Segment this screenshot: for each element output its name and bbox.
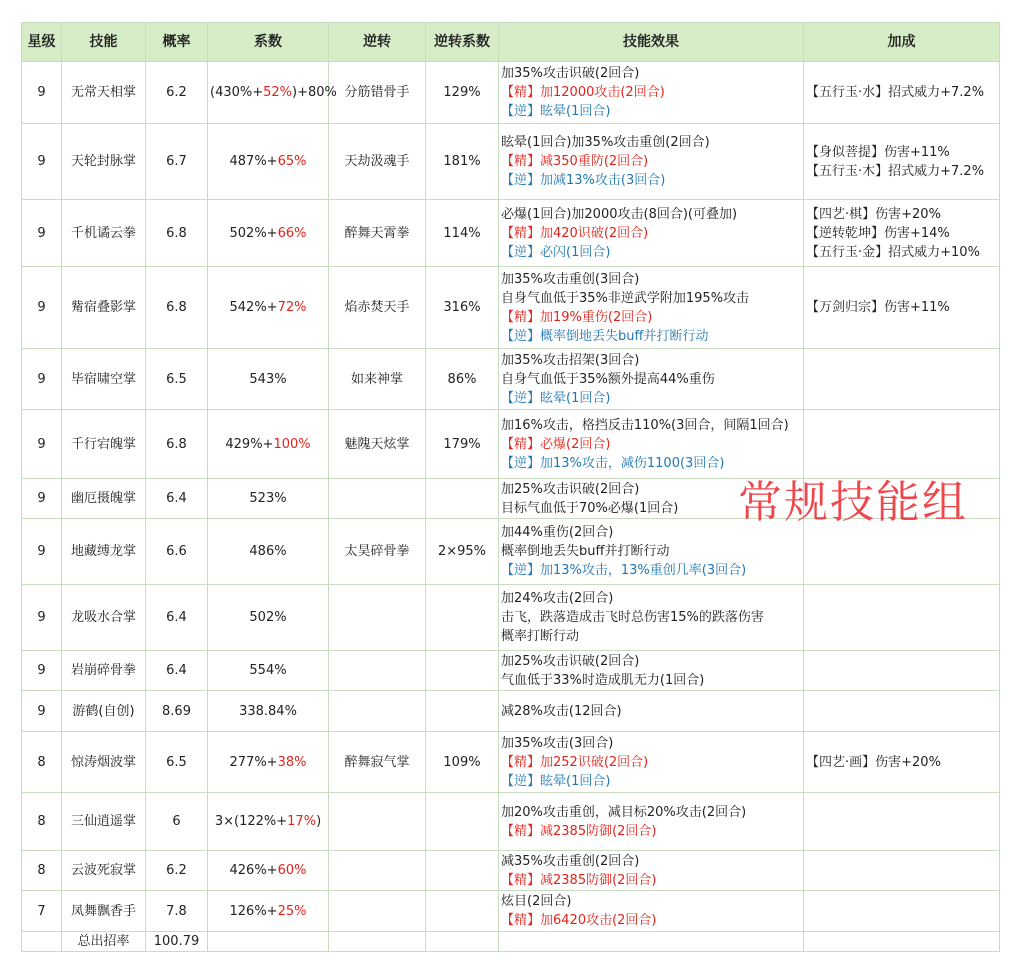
skill-name-cell: 三仙逍遥掌 xyxy=(62,793,146,851)
coefficient-part: 3×(122%+ xyxy=(214,814,288,829)
effect-line xyxy=(501,83,801,102)
table-row xyxy=(22,267,1000,349)
bonus-cell xyxy=(804,891,1000,932)
reverse-coef-cell: 2×95% xyxy=(426,519,499,585)
table-row xyxy=(22,479,1000,519)
bonus-cell xyxy=(804,200,1000,267)
bonus-cell xyxy=(804,349,1000,410)
header-prob: 概率 xyxy=(146,23,208,62)
total-row xyxy=(22,932,1000,952)
effect-cell xyxy=(499,585,804,651)
bonus-cell xyxy=(804,479,1000,519)
bonus-cell xyxy=(804,851,1000,891)
effect-line xyxy=(501,289,801,308)
skill-name-cell: 凤舞飘香手 xyxy=(62,891,146,932)
bonus-line: 【五行玉·金】招式威力+10% xyxy=(806,244,980,260)
effect-text: 加44%重伤(2回合) xyxy=(501,525,614,540)
reverse-coef-cell: 129% xyxy=(426,62,499,124)
skill-name-cell: 千行宕魄掌 xyxy=(62,410,146,479)
effect-line xyxy=(501,435,801,454)
table-row xyxy=(22,891,1000,932)
effect-text: 加35%攻击(3回合) xyxy=(501,735,614,751)
effect-cell xyxy=(499,851,804,891)
coefficient-part: 60% xyxy=(277,863,307,878)
effect-text: 【精】减2385防御(2回合) xyxy=(501,823,657,839)
effect-text: 加20%攻击重创，减目标20%攻击(2回合) xyxy=(501,804,747,820)
reverse-skill-cell xyxy=(329,851,426,891)
star-cell: 9 xyxy=(22,479,62,519)
effect-text: 【精】必爆(2回合) xyxy=(501,436,611,452)
coefficient-cell xyxy=(208,691,329,732)
bonus-cell xyxy=(804,732,1000,793)
effect-text: 【精】加420识破(2回合) xyxy=(501,225,649,241)
star-cell: 9 xyxy=(22,691,62,732)
effect-text: 自身气血低于35%非逆武学附加195%攻击 xyxy=(501,290,750,306)
effect-line xyxy=(501,416,801,435)
effect-cell xyxy=(499,732,804,793)
effect-line xyxy=(501,753,801,772)
effect-text: 减28%攻击(12回合) xyxy=(501,703,622,719)
total-value: 100.79 xyxy=(146,932,208,952)
table-row xyxy=(22,200,1000,267)
star-cell: 9 xyxy=(22,519,62,585)
effect-line xyxy=(501,627,801,646)
effect-line xyxy=(501,911,801,930)
coefficient-part: )+80% xyxy=(292,85,337,100)
effect-line xyxy=(501,224,801,243)
skill-name-cell: 毕宿啸空掌 xyxy=(62,349,146,410)
reverse-coef-cell: 316% xyxy=(426,267,499,349)
coefficient-part: 523% xyxy=(249,491,287,506)
skill-name-cell: 觜宿叠影掌 xyxy=(62,267,146,349)
effect-cell xyxy=(499,519,804,585)
coefficient-cell xyxy=(208,651,329,691)
total-empty-cell xyxy=(499,932,804,952)
effect-cell xyxy=(499,891,804,932)
coefficient-cell xyxy=(208,585,329,651)
effect-line xyxy=(501,327,801,346)
probability-cell: 6.8 xyxy=(146,410,208,479)
effect-cell xyxy=(499,410,804,479)
skill-name-cell: 幽厄摄魄掌 xyxy=(62,479,146,519)
bonus-line: 【身似菩提】伤害+11% xyxy=(806,144,950,160)
coefficient-part: 426%+ xyxy=(229,863,278,878)
effect-text: 【逆】加13%攻击，13%重创几率(3回合) xyxy=(501,563,747,578)
effect-line xyxy=(501,523,801,542)
effect-text: 加35%攻击招架(3回合) xyxy=(501,352,640,368)
coefficient-cell xyxy=(208,124,329,200)
header-bonus: 加成 xyxy=(804,23,1000,62)
reverse-skill-cell xyxy=(329,585,426,651)
effect-text: 眩晕(1回合)加35%攻击重创(2回合) xyxy=(501,135,710,150)
coefficient-part: 487%+ xyxy=(229,154,278,169)
bonus-cell xyxy=(804,651,1000,691)
effect-cell xyxy=(499,793,804,851)
reverse-skill-cell: 天劫汲魂手 xyxy=(329,124,426,200)
table-row xyxy=(22,732,1000,793)
effect-cell xyxy=(499,349,804,410)
header-effect: 技能效果 xyxy=(499,23,804,62)
effect-cell xyxy=(499,62,804,124)
star-cell: 7 xyxy=(22,891,62,932)
table-row xyxy=(22,793,1000,851)
coefficient-part: 126%+ xyxy=(229,903,278,919)
probability-cell: 6.5 xyxy=(146,732,208,793)
effect-cell xyxy=(499,124,804,200)
reverse-coef-cell: 114% xyxy=(426,200,499,267)
probability-cell: 6.4 xyxy=(146,585,208,651)
effect-line xyxy=(501,852,801,871)
table-row xyxy=(22,651,1000,691)
bonus-cell xyxy=(804,124,1000,200)
probability-cell: 6.2 xyxy=(146,851,208,891)
effect-line xyxy=(501,389,801,408)
coefficient-cell xyxy=(208,479,329,519)
bonus-cell xyxy=(804,585,1000,651)
reverse-coef-cell xyxy=(426,585,499,651)
coefficient-part: 502% xyxy=(249,610,287,625)
effect-text: 击飞，跌落造成击飞时总伤害15%的跌落伤害 xyxy=(501,610,764,625)
reverse-skill-cell: 魅隗天炫掌 xyxy=(329,410,426,479)
bonus-cell xyxy=(804,410,1000,479)
probability-cell: 6 xyxy=(146,793,208,851)
effect-text: 【精】减2385防御(2回合) xyxy=(501,872,657,888)
header-reverse-coef: 逆转系数 xyxy=(426,23,499,62)
reverse-skill-cell: 太昊碎骨拳 xyxy=(329,519,426,585)
reverse-skill-cell xyxy=(329,793,426,851)
effect-text: 【精】减350重防(2回合) xyxy=(501,154,649,169)
coefficient-part: 100% xyxy=(273,436,311,452)
effect-cell xyxy=(499,691,804,732)
watermark-label: 常规技能组 xyxy=(738,477,968,528)
skill-name-cell: 千机谲云拳 xyxy=(62,200,146,267)
reverse-skill-cell xyxy=(329,479,426,519)
effect-line xyxy=(501,64,801,83)
total-empty-cell xyxy=(208,932,329,952)
effect-cell xyxy=(499,479,804,519)
effect-text: 目标气血低于70%必爆(1回合) xyxy=(501,500,679,516)
coefficient-part: 338.84% xyxy=(239,703,297,719)
skill-name-cell: 无常天相掌 xyxy=(62,62,146,124)
coefficient-part: 17% xyxy=(287,814,317,829)
star-cell: 8 xyxy=(22,851,62,891)
probability-cell: 6.5 xyxy=(146,349,208,410)
bonus-line: 【五行玉·水】招式威力+7.2% xyxy=(806,85,985,100)
reverse-skill-cell: 醉舞寂气掌 xyxy=(329,732,426,793)
header-skill: 技能 xyxy=(62,23,146,62)
reverse-coef-cell xyxy=(426,479,499,519)
skills-table xyxy=(21,22,1000,952)
effect-cell xyxy=(499,200,804,267)
coefficient-part: 65% xyxy=(277,154,307,169)
effect-text: 【逆】眩晕(1回合) xyxy=(501,390,611,406)
probability-cell: 6.6 xyxy=(146,519,208,585)
star-cell: 9 xyxy=(22,267,62,349)
probability-cell: 8.69 xyxy=(146,691,208,732)
effect-line xyxy=(501,351,801,370)
coefficient-part: 52% xyxy=(263,85,293,100)
header-row xyxy=(22,23,1000,62)
total-empty-cell xyxy=(22,932,62,952)
effect-line xyxy=(501,652,801,671)
effect-line xyxy=(501,499,801,518)
skill-name-cell: 地藏缚龙掌 xyxy=(62,519,146,585)
bonus-cell xyxy=(804,267,1000,349)
effect-text: 加16%攻击，格挡反击110%(3回合，间隔1回合) xyxy=(501,417,789,433)
table-row xyxy=(22,349,1000,410)
table-row xyxy=(22,851,1000,891)
probability-cell: 6.7 xyxy=(146,124,208,200)
probability-cell: 6.4 xyxy=(146,479,208,519)
coefficient-part: (430%+ xyxy=(210,85,264,100)
reverse-coef-cell: 181% xyxy=(426,124,499,200)
effect-text: 【逆】眩晕(1回合) xyxy=(501,773,611,789)
bonus-cell xyxy=(804,793,1000,851)
effect-line xyxy=(501,542,801,561)
reverse-coef-cell xyxy=(426,651,499,691)
effect-text: 【逆】必闪(1回合) xyxy=(501,244,611,260)
header-reverse: 逆转 xyxy=(329,23,426,62)
probability-cell: 6.4 xyxy=(146,651,208,691)
coefficient-cell xyxy=(208,267,329,349)
effect-text: 【精】加12000攻击(2回合) xyxy=(501,85,665,100)
effect-text: 气血低于33%时造成肌无力(1回合) xyxy=(501,672,705,688)
effect-text: 加35%攻击识破(2回合) xyxy=(501,66,640,81)
table-row xyxy=(22,62,1000,124)
reverse-skill-cell: 醉舞天霄拳 xyxy=(329,200,426,267)
effect-line xyxy=(501,370,801,389)
skill-name-cell: 龙吸水合掌 xyxy=(62,585,146,651)
table-row xyxy=(22,124,1000,200)
star-cell: 8 xyxy=(22,732,62,793)
effect-line xyxy=(501,702,801,721)
reverse-coef-cell: 109% xyxy=(426,732,499,793)
header-coef: 系数 xyxy=(208,23,329,62)
effect-text: 【逆】概率倒地丢失buff并打断行动 xyxy=(501,328,709,344)
coefficient-cell xyxy=(208,732,329,793)
skill-name-cell: 游鹤(自创) xyxy=(62,691,146,732)
coefficient-part: ) xyxy=(316,814,322,829)
header-star: 星级 xyxy=(22,23,62,62)
effect-cell xyxy=(499,267,804,349)
skill-name-cell: 岩崩碎骨拳 xyxy=(62,651,146,691)
reverse-coef-cell xyxy=(426,691,499,732)
star-cell: 9 xyxy=(22,349,62,410)
probability-cell: 6.2 xyxy=(146,62,208,124)
reverse-skill-cell xyxy=(329,891,426,932)
reverse-skill-cell xyxy=(329,691,426,732)
effect-line xyxy=(501,270,801,289)
bonus-line: 【四艺·棋】伤害+20% xyxy=(806,206,941,222)
reverse-coef-cell xyxy=(426,793,499,851)
effect-line xyxy=(501,480,801,499)
effect-line xyxy=(501,608,801,627)
star-cell: 9 xyxy=(22,410,62,479)
effect-line xyxy=(501,892,801,911)
bonus-line: 【五行玉·木】招式威力+7.2% xyxy=(806,163,985,179)
coefficient-part: 66% xyxy=(277,225,307,241)
effect-text: 【逆】眩晕(1回合) xyxy=(501,104,611,119)
probability-cell: 6.8 xyxy=(146,200,208,267)
coefficient-part: 543% xyxy=(249,371,287,387)
effect-text: 【逆】加13%攻击，减伤1100(3回合) xyxy=(501,455,725,471)
coefficient-part: 25% xyxy=(277,903,307,919)
coefficient-part: 72% xyxy=(277,300,307,315)
skill-name-cell: 惊涛烟波掌 xyxy=(62,732,146,793)
effect-line xyxy=(501,734,801,753)
coefficient-part: 542%+ xyxy=(229,300,278,315)
effect-line xyxy=(501,243,801,262)
star-cell: 9 xyxy=(22,124,62,200)
reverse-skill-cell xyxy=(329,651,426,691)
effect-text: 【精】加252识破(2回合) xyxy=(501,754,649,770)
effect-text: 【逆】加减13%攻击(3回合) xyxy=(501,173,666,188)
reverse-coef-cell: 179% xyxy=(426,410,499,479)
effect-line xyxy=(501,171,801,190)
effect-line xyxy=(501,671,801,690)
effect-line xyxy=(501,133,801,152)
reverse-coef-cell xyxy=(426,851,499,891)
probability-cell: 6.8 xyxy=(146,267,208,349)
reverse-skill-cell: 分筋错骨手 xyxy=(329,62,426,124)
effect-text: 【精】加6420攻击(2回合) xyxy=(501,913,657,928)
bonus-line: 【逆转乾坤】伤害+14% xyxy=(806,225,950,241)
probability-cell: 7.8 xyxy=(146,891,208,932)
bonus-cell xyxy=(804,62,1000,124)
effect-line xyxy=(501,308,801,327)
coefficient-part: 554% xyxy=(249,663,287,678)
star-cell: 9 xyxy=(22,62,62,124)
star-cell: 9 xyxy=(22,651,62,691)
effect-text: 加25%攻击识破(2回合) xyxy=(501,481,640,497)
coefficient-cell xyxy=(208,851,329,891)
coefficient-part: 486% xyxy=(249,544,287,559)
star-cell: 8 xyxy=(22,793,62,851)
bonus-cell xyxy=(804,691,1000,732)
effect-text: 必爆(1回合)加2000攻击(8回合)(可叠加) xyxy=(501,206,738,222)
effect-line xyxy=(501,803,801,822)
table-row xyxy=(22,410,1000,479)
effect-text: 加35%攻击重创(3回合) xyxy=(501,271,640,287)
coefficient-cell xyxy=(208,891,329,932)
total-empty-cell xyxy=(804,932,1000,952)
reverse-coef-cell: 86% xyxy=(426,349,499,410)
skill-name-cell: 云波死寂掌 xyxy=(62,851,146,891)
coefficient-part: 429%+ xyxy=(225,436,274,452)
star-cell: 9 xyxy=(22,585,62,651)
effect-text: 自身气血低于35%额外提高44%重伤 xyxy=(501,371,715,387)
effect-text: 概率倒地丢失buff并打断行动 xyxy=(501,544,670,559)
coefficient-cell xyxy=(208,410,329,479)
effect-line xyxy=(501,152,801,171)
total-label: 总出招率 xyxy=(62,932,146,952)
table-row xyxy=(22,691,1000,732)
reverse-coef-cell xyxy=(426,891,499,932)
star-cell: 9 xyxy=(22,200,62,267)
coefficient-cell xyxy=(208,62,337,124)
table-body xyxy=(22,62,1000,952)
effect-line xyxy=(501,102,801,121)
effect-line xyxy=(501,772,801,791)
bonus-cell xyxy=(804,519,1000,585)
coefficient-cell xyxy=(208,519,329,585)
reverse-skill-cell: 如来神掌 xyxy=(329,349,426,410)
effect-text: 减35%攻击重创(2回合) xyxy=(501,853,640,869)
coefficient-cell xyxy=(208,200,329,267)
table-row xyxy=(22,519,1000,585)
effect-line xyxy=(501,822,801,841)
reverse-skill-cell: 焰赤焚天手 xyxy=(329,267,426,349)
effect-text: 炫目(2回合) xyxy=(501,894,572,909)
skill-name-cell: 天轮封脉掌 xyxy=(62,124,146,200)
effect-text: 加24%攻击(2回合) xyxy=(501,591,614,606)
effect-line xyxy=(501,205,801,224)
effect-line xyxy=(501,589,801,608)
coefficient-cell xyxy=(208,349,329,410)
coefficient-part: 502%+ xyxy=(229,225,278,241)
bonus-line: 【万剑归宗】伤害+11% xyxy=(806,300,950,315)
coefficient-part: 277%+ xyxy=(229,754,278,770)
effect-text: 概率打断行动 xyxy=(501,629,580,644)
coefficient-cell xyxy=(208,793,329,851)
total-empty-cell xyxy=(329,932,426,952)
effect-text: 加25%攻击识破(2回合) xyxy=(501,653,640,669)
effect-text: 【精】加19%重伤(2回合) xyxy=(501,309,653,325)
effect-cell xyxy=(499,651,804,691)
bonus-line: 【四艺·画】伤害+20% xyxy=(806,754,941,770)
effect-line xyxy=(501,454,801,473)
effect-line xyxy=(501,561,801,580)
table-row xyxy=(22,585,1000,651)
coefficient-part: 38% xyxy=(277,754,307,770)
effect-line xyxy=(501,871,801,890)
total-empty-cell xyxy=(426,932,499,952)
